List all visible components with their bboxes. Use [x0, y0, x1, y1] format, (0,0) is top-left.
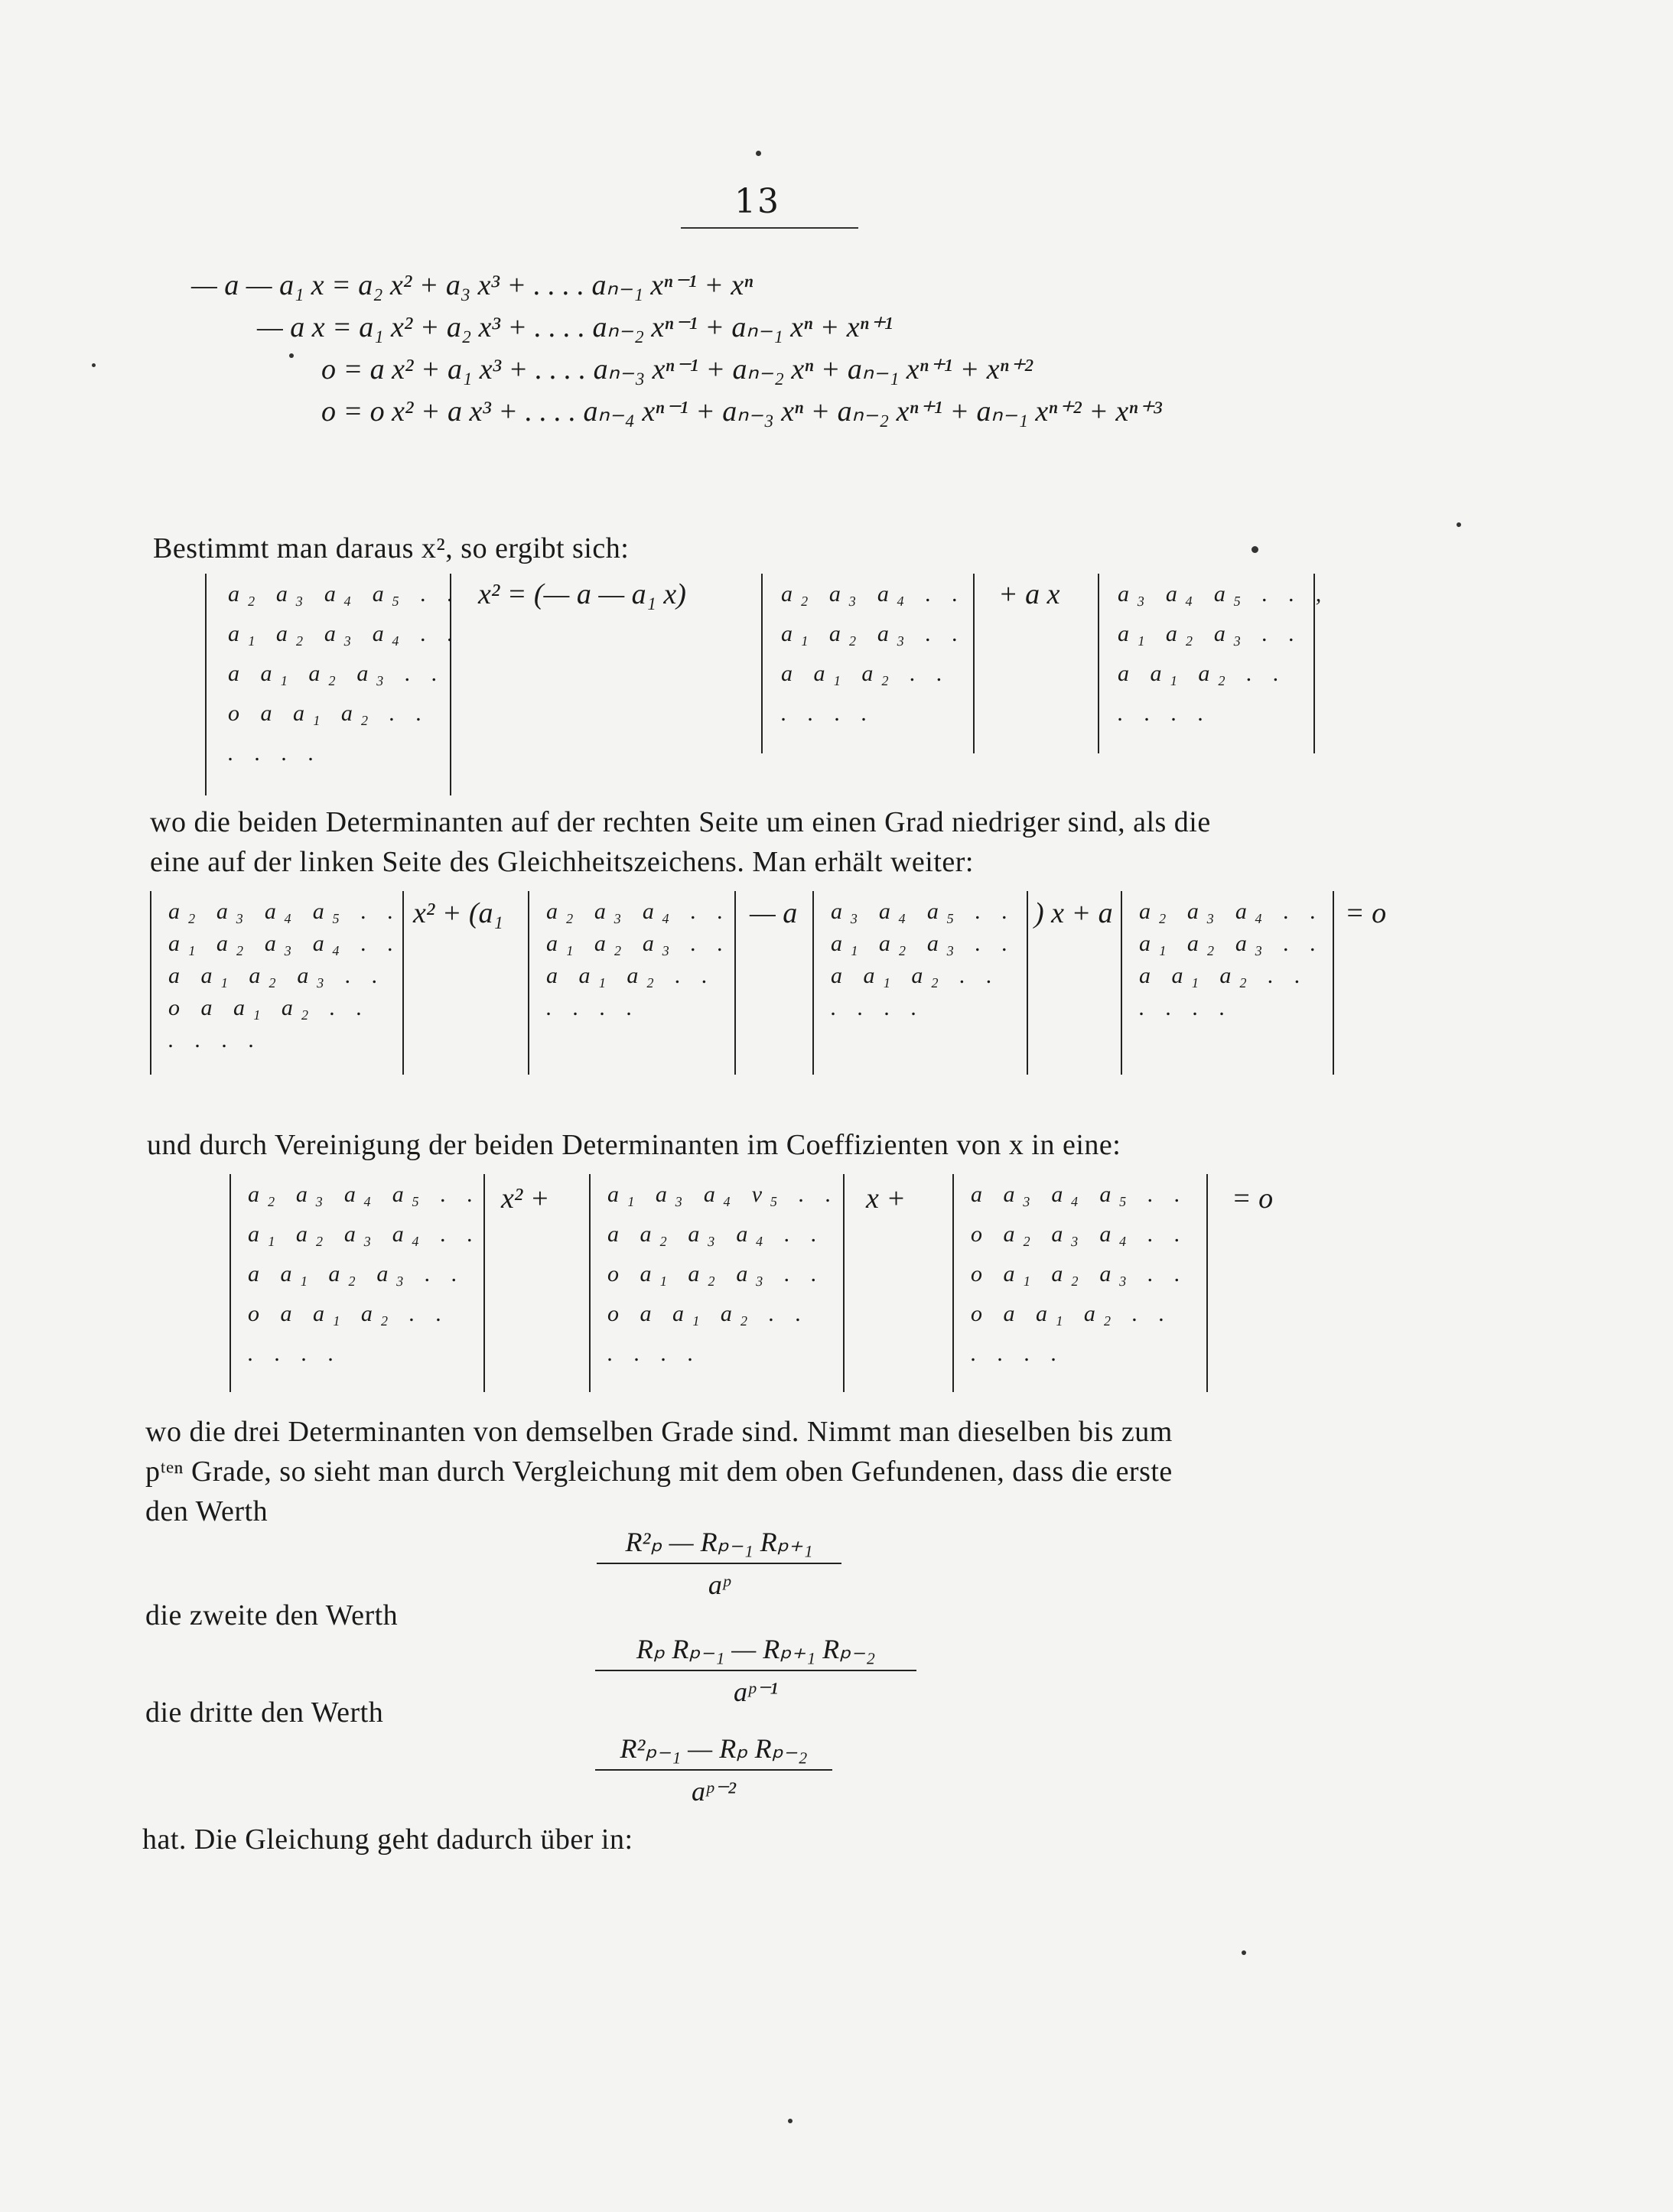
block2-op-1: x² + (a₁ [413, 897, 503, 929]
det-row: o a₁ a₂ a₃ . . [607, 1261, 825, 1287]
det-row: a₁ a₂ a₃ a₄ . . [248, 1221, 481, 1247]
det-row: a₂ a₃ a₄ . . [781, 581, 966, 607]
determinant [1098, 574, 1330, 753]
fraction-2 [595, 1633, 916, 1708]
block3-equals-zero: = o [1232, 1182, 1274, 1215]
det-row: . . . . [1139, 995, 1233, 1020]
det-row: a₂ a₃ a₄ . . [546, 899, 731, 924]
header-rule [681, 227, 858, 229]
fraction-numerator: R²ₚ — Rₚ₋₁ Rₚ₊₁ [625, 1527, 813, 1557]
det-row: . . . . [168, 1027, 262, 1052]
print-speck [788, 2119, 793, 2123]
det-row: . . . . [607, 1341, 701, 1366]
fraction-denominator: aᵖ⁻¹ [734, 1677, 778, 1707]
paragraph-6: die dritte den Werth [145, 1696, 384, 1729]
determinant [812, 891, 1028, 1075]
paragraph-2-line-2: eine auf der linken Seite des Gleichheitszeichens. Man erhält weiter: [150, 846, 974, 878]
det-row: a a₁ a₂ a₃ . . [228, 661, 445, 686]
equation-3: o = a x² + a₁ x³ + . . . . aₙ₋₃ xⁿ⁻¹ + aₙ₋₂ xⁿ + aₙ₋₁ xⁿ⁺¹ + xⁿ⁺² [321, 353, 1033, 385]
det-row: a a₁ a₂ . . [546, 963, 715, 988]
fraction-3 [595, 1732, 832, 1807]
det-row: a a₁ a₂ . . [781, 661, 950, 686]
det-row: . . . . [831, 995, 925, 1020]
fraction-denominator: aᵖ [708, 1570, 731, 1600]
det-row: . . . . [1118, 701, 1212, 726]
fraction-numerator: R²ₚ₋₁ — Rₚ Rₚ₋₂ [620, 1733, 808, 1764]
det-row: . . . . [248, 1341, 342, 1366]
det-row: o a a₁ a₂ . . [971, 1301, 1173, 1326]
print-speck [756, 151, 761, 156]
paragraph-4-line-2: pᵗᵉⁿ Grade, so sieht man durch Vergleichung mit dem oben Gefundenen, dass die erste [145, 1456, 1173, 1488]
paragraph-3: und durch Vereinigung der beiden Determinanten im Coeffizienten von x in eine: [147, 1129, 1121, 1161]
det-row: a₁ a₂ a₃ . . [831, 931, 1016, 956]
det-row: o a₂ a₃ a₄ . . [971, 1221, 1188, 1247]
fraction-bar [595, 1769, 832, 1771]
determinant [952, 1174, 1208, 1392]
determinant [589, 1174, 845, 1392]
block2-op-2: — a [750, 897, 798, 929]
det-row: o a a₁ a₂ . . [228, 701, 430, 726]
determinant [150, 891, 404, 1075]
det-row: a₁ a₂ a₃ . . [1139, 931, 1324, 956]
det-row: a₁ a₂ a₃ . . [1118, 621, 1303, 646]
equation-1: — a — a₁ x = a₂ x² + a₃ x³ + . . . . aₙ₋₁ xⁿ⁻¹ + xⁿ [191, 269, 754, 301]
det-row: a₁ a₂ a₃ a₄ . . [168, 931, 402, 956]
det-row: a a₁ a₂ . . [831, 963, 1000, 988]
det-row: a₂ a₃ a₄ a₅ . . [168, 899, 402, 924]
det-row: o a a₁ a₂ . . [168, 995, 370, 1020]
block2-op-3: ) x + a [1034, 897, 1113, 929]
det-row: a₃ a₄ a₅ . . [831, 899, 1016, 924]
determinant [205, 574, 461, 795]
block2-equals-zero: = o [1345, 897, 1387, 929]
det-row: a₁ a₂ a₃ . . [546, 931, 731, 956]
equation-2: — a x = a₁ x² + a₂ x³ + . . . . aₙ₋₂ xⁿ⁻¹ + aₙ₋₁ xⁿ + xⁿ⁺¹ [257, 311, 893, 343]
det-row: a a₃ a₄ a₅ . . [971, 1182, 1188, 1207]
det-row: . . . . [228, 740, 322, 766]
paragraph-4-line-1: wo die drei Determinanten von demselben Grade sind. Nimmt man dieselben bis zum [145, 1416, 1173, 1448]
det-row: a₂ a₃ a₄ a₅ . . [248, 1182, 481, 1207]
block3-op-2: x + [866, 1182, 906, 1215]
det-row: a₂ a₃ a₄ . . [1139, 899, 1324, 924]
det-row: a₂ a₃ a₄ a₅ . . [228, 581, 461, 607]
det-row: a a₁ a₂ . . [1118, 661, 1287, 686]
print-speck [1251, 546, 1258, 553]
determinant [1121, 891, 1334, 1075]
print-speck [92, 363, 96, 367]
det-row: a a₁ a₂ . . [1139, 963, 1308, 988]
block1-plus: + a x [998, 578, 1060, 610]
block1-expression: x² = (— a — a₁ x) [478, 578, 686, 610]
paragraph-5: die zweite den Werth [145, 1599, 399, 1631]
det-row: a₃ a₄ a₅ . . , [1118, 581, 1330, 607]
paragraph-1: Bestimmt man daraus x², so ergibt sich: [153, 532, 630, 564]
det-row: a₁ a₂ a₃ a₄ . . [228, 621, 461, 646]
paragraph-2-line-1: wo die beiden Determinanten auf der rechten Seite um einen Grad niedriger sind, als die [150, 806, 1211, 838]
det-row: a₁ a₃ a₄ v₅ . . [607, 1182, 839, 1207]
fraction-1 [597, 1526, 841, 1601]
print-speck [1457, 522, 1461, 527]
det-row: a a₁ a₂ a₃ . . [168, 963, 386, 988]
determinant [229, 1174, 485, 1392]
det-row: . . . . [781, 701, 875, 726]
page-number: 13 [734, 182, 780, 221]
paragraph-7: hat. Die Gleichung geht dadurch über in: [142, 1823, 633, 1856]
det-row: o a a₁ a₂ . . [248, 1301, 450, 1326]
equation-4: o = o x² + a x³ + . . . . aₙ₋₄ xⁿ⁻¹ + aₙ₋₃ xⁿ + aₙ₋₂ xⁿ⁺¹ + aₙ₋₁ xⁿ⁺² + xⁿ⁺³ [321, 395, 1162, 428]
det-row: . . . . [546, 995, 640, 1020]
fraction-numerator: Rₚ Rₚ₋₁ — Rₚ₊₁ Rₚ₋₂ [636, 1634, 876, 1664]
print-speck [1242, 1950, 1246, 1955]
det-row: a a₁ a₂ a₃ . . [248, 1261, 465, 1287]
det-row: o a a₁ a₂ . . [607, 1301, 809, 1326]
det-row: o a₁ a₂ a₃ . . [971, 1261, 1188, 1287]
det-row: a a₂ a₃ a₄ . . [607, 1221, 825, 1247]
determinant [761, 574, 975, 753]
paragraph-4-line-3: den Werth [145, 1495, 269, 1527]
determinant [528, 891, 736, 1075]
print-speck [289, 353, 294, 358]
fraction-denominator: aᵖ⁻² [692, 1776, 736, 1807]
fraction-bar [597, 1563, 841, 1564]
det-row: a₁ a₂ a₃ . . [781, 621, 966, 646]
block3-op-1: x² + [501, 1182, 550, 1215]
det-row: . . . . [971, 1341, 1065, 1366]
fraction-bar [595, 1670, 916, 1671]
